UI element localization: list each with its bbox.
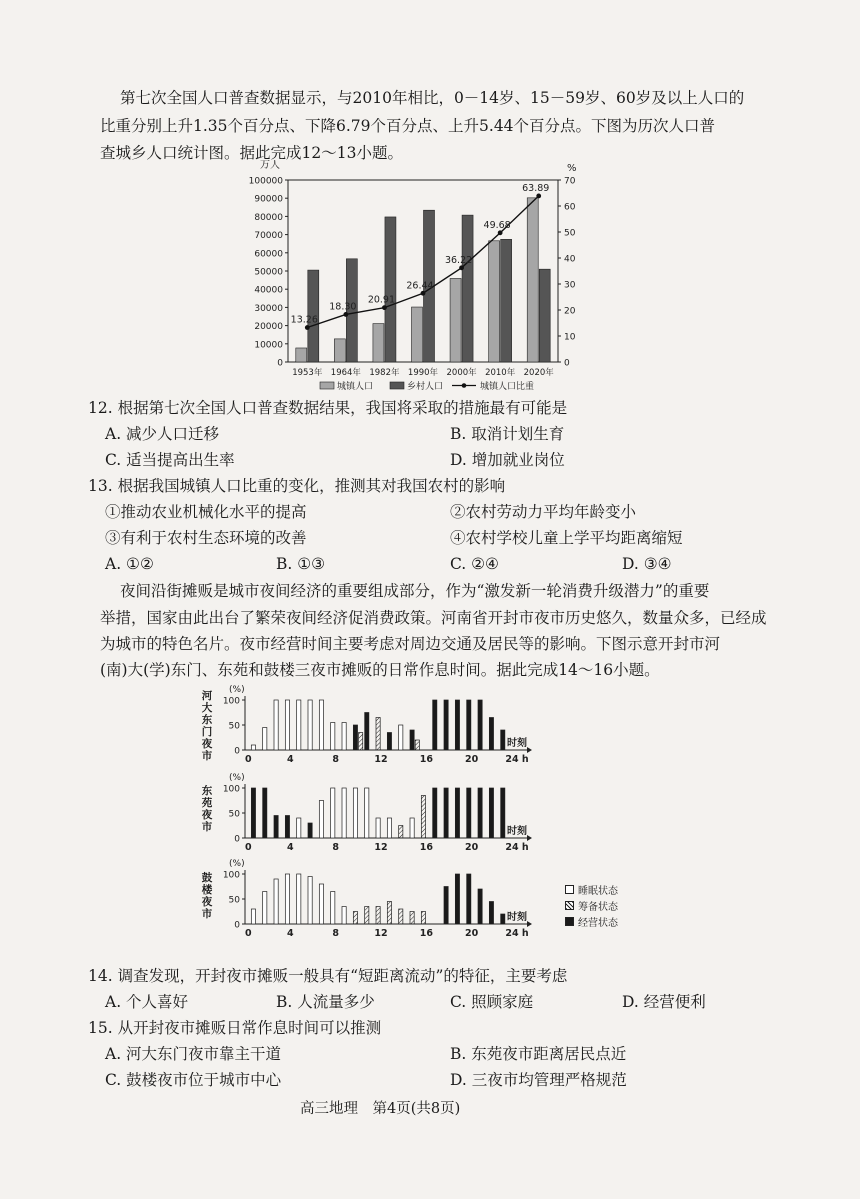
operating-bar (489, 788, 493, 838)
sleep-bar (331, 892, 335, 925)
sleep-bar (365, 788, 369, 838)
legend-urban-swatch (320, 382, 334, 389)
left-tick-label: 40000 (254, 285, 283, 296)
y-tick-label: 100 (222, 784, 240, 795)
operating-bar (489, 718, 493, 751)
rural-bar (462, 215, 473, 362)
sleep-state-swatch (565, 885, 574, 894)
page-footer: 高三地理 第4页(共8页) (300, 1101, 461, 1117)
rural-bar (539, 269, 550, 362)
schedule-legend (565, 881, 618, 929)
x-tick-label: 4 (287, 842, 294, 853)
x-tick-label: 24 h (505, 754, 529, 765)
x-tick-label: 1990年 (407, 368, 439, 378)
q15-option-a[interactable]: A. 河大东门夜市靠主干道 (105, 1045, 282, 1063)
sleep-bar (319, 801, 323, 839)
q12-option-d[interactable]: D. 增加就业岗位 (450, 451, 565, 469)
y-tick-label: 50 (228, 721, 240, 732)
intro1-line1: 第七次全国人口普查数据显示，与2010年相比，0－14岁、15－59岁、60岁及以上人口的 (120, 89, 745, 107)
panel-label-dongyuan: 东苑夜市 (201, 785, 213, 833)
operating-bar (444, 788, 448, 838)
q15-option-c[interactable]: C. 鼓楼夜市位于城市中心 (105, 1071, 282, 1089)
operating-bar (444, 700, 448, 750)
sleep-bar (251, 909, 255, 924)
q12-option-a[interactable]: A. 减少人口迁移 (105, 425, 220, 443)
y-tick-label: 50 (228, 895, 240, 906)
x-tick-label: 16 (419, 928, 433, 939)
prepare-bar (410, 912, 414, 925)
left-tick-label: 60000 (254, 249, 283, 260)
q13-option-d[interactable]: D. ③④ (622, 555, 672, 573)
x-tick-label: 1982年 (369, 368, 400, 378)
operating-bar (387, 733, 391, 751)
x-tick-label: 20 (465, 754, 479, 765)
right-tick-label: 50 (564, 228, 576, 239)
q12-option-b[interactable]: B. 取消计划生育 (450, 425, 565, 443)
sleep-bar (342, 907, 346, 925)
urban-bar (527, 198, 538, 362)
sleep-bar (263, 728, 267, 751)
sleep-bar (263, 892, 267, 925)
sleep-bar (331, 723, 335, 751)
sleep-bar (399, 725, 403, 750)
prepare-bar (421, 912, 425, 925)
sleep-bar (251, 745, 255, 750)
q15-option-b[interactable]: B. 东苑夜市距离居民点近 (450, 1045, 627, 1063)
urban-ratio-label: 49.68 (483, 219, 511, 231)
y-tick-label: 0 (234, 920, 240, 931)
x-tick-label: 20 (465, 842, 479, 853)
urban-bar (296, 348, 307, 362)
left-tick-label: 70000 (254, 231, 283, 242)
prepare-bar (376, 907, 380, 925)
y-unit-label: (%) (229, 685, 245, 695)
operating-bar (251, 788, 255, 838)
right-tick-label: 10 (564, 332, 576, 343)
x-tick-label: 1953年 (292, 368, 323, 378)
q13-statement-1: ①推动农业机械化水平的提高 (105, 503, 307, 521)
urban-ratio-point (459, 265, 464, 270)
right-tick-label: 60 (564, 202, 576, 213)
x-tick-label: 8 (332, 928, 339, 939)
sleep-bar (285, 874, 289, 924)
y-tick-label: 100 (222, 870, 240, 881)
urban-ratio-point (305, 325, 310, 330)
prepare-bar (353, 912, 357, 925)
sleep-bar (285, 700, 289, 750)
q13-option-c[interactable]: C. ②④ (450, 555, 499, 573)
right-tick-label: 0 (564, 358, 570, 369)
prepare-bar (399, 826, 403, 839)
legend-rural-swatch (390, 382, 404, 389)
operating-bar (263, 788, 267, 838)
operating-bar (467, 700, 471, 750)
x-tick-label: 1964年 (330, 368, 361, 378)
x-tick-label: 0 (245, 754, 252, 765)
urban-ratio-label: 63.89 (522, 182, 550, 194)
operating-state-swatch (565, 917, 574, 926)
left-axis-unit: 万人 (260, 160, 280, 171)
y-tick-label: 50 (228, 809, 240, 820)
x-axis-title: 时刻 (507, 826, 527, 837)
intro2-line1: 夜间沿街摊贩是城市夜间经济的重要组成部分，作为“激发新一轮消费升级潜力”的重要 (120, 582, 710, 600)
q14-option-b[interactable]: B. 人流量多少 (276, 993, 375, 1011)
intro2-line4: (南)大(学)东门、东苑和鼓楼三夜市摊贩的日常作息时间。据此完成14～16小题。 (100, 661, 660, 679)
sleep-bar (331, 788, 335, 838)
rural-bar (385, 217, 396, 362)
operating-bar (274, 816, 278, 839)
left-tick-label: 90000 (254, 194, 283, 205)
operating-bar (455, 788, 459, 838)
operating-bar (455, 700, 459, 750)
panel-label-gulou: 鼓楼夜市 (201, 872, 213, 920)
urban-ratio-label: 13.26 (290, 314, 318, 326)
prepare-bar (387, 902, 391, 925)
x-tick-label: 20 (465, 928, 479, 939)
intro1-line2: 比重分别上升1.35个百分点、下降6.79个百分点、上升5.44个百分点。下图为历次人口普 (100, 117, 716, 135)
left-tick-label: 80000 (254, 212, 283, 223)
prepare-bar (376, 718, 380, 751)
intro2-line2: 举措，国家由此出台了繁荣夜间经济促消费政策。河南省开封市夜市历史悠久，数量众多，已经成 (100, 609, 767, 627)
operating-bar (501, 914, 505, 924)
x-axis-title: 时刻 (507, 912, 527, 923)
x-tick-label: 4 (287, 754, 294, 765)
q14-stem: 14. 调查发现，开封夜市摊贩一般具有“短距离流动”的特征，主要考虑 (88, 967, 568, 985)
prepare-state-swatch (565, 901, 574, 910)
sleep-bar (297, 818, 301, 838)
q13-stem: 13. 根据我国城镇人口比重的变化，推测其对我国农村的影响 (88, 477, 506, 495)
sleep-bar (342, 723, 346, 751)
urban-ratio-label: 36.22 (444, 254, 473, 266)
left-tick-label: 100000 (248, 176, 283, 187)
urban-ratio-label: 20.91 (367, 294, 396, 306)
legend-rural-label: 乡村人口 (407, 382, 444, 392)
legend-line-label: 城镇人口比重 (480, 382, 535, 392)
urban-bar (373, 324, 384, 362)
urban-ratio-point (498, 230, 503, 235)
sleep-bar (410, 818, 414, 838)
x-tick-label: 0 (245, 842, 252, 853)
x-tick-label: 12 (374, 928, 388, 939)
rural-bar (501, 239, 512, 362)
x-tick-label: 0 (245, 928, 252, 939)
q13-option-b[interactable]: B. ①③ (276, 555, 326, 573)
q14-option-d[interactable]: D. 经营便利 (622, 993, 706, 1011)
operating-bar (365, 713, 369, 751)
urban-ratio-label: 18.30 (329, 301, 357, 313)
left-tick-label: 50000 (254, 267, 283, 278)
legend-urban-label: 城镇人口 (337, 382, 374, 392)
operating-bar (353, 725, 357, 750)
pop-plot-frame (288, 180, 558, 362)
prepare-state-label: 筹备状态 (578, 901, 618, 913)
operating-bar (478, 700, 482, 750)
x-axis-title: 时刻 (507, 738, 527, 749)
sleep-bar (353, 788, 357, 838)
x-axis-arrow (527, 921, 532, 927)
x-tick-label: 16 (419, 754, 433, 765)
right-tick-label: 30 (564, 280, 576, 291)
q13-statement-3: ③有利于农村生态环境的改善 (105, 529, 307, 547)
sleep-bar (319, 884, 323, 924)
population-chart (220, 160, 600, 395)
y-unit-label: (%) (229, 859, 245, 869)
operating-bar (478, 788, 482, 838)
urban-bar (489, 241, 500, 362)
operating-bar (467, 788, 471, 838)
operating-bar (478, 889, 482, 924)
urban-ratio-point (382, 305, 387, 310)
sleep-bar (297, 700, 301, 750)
operating-bar (285, 816, 289, 839)
urban-bar (334, 339, 345, 362)
right-axis-unit: % (567, 163, 577, 174)
q15-stem: 15. 从开封夜市摊贩日常作息时间可以推测 (88, 1019, 382, 1037)
left-tick-label: 10000 (254, 340, 283, 351)
prepare-bar (399, 909, 403, 924)
x-tick-label: 12 (374, 842, 388, 853)
q12-option-c[interactable]: C. 适当提高出生率 (105, 451, 235, 469)
sleep-bar (308, 877, 312, 925)
operating-state-label: 经营状态 (578, 917, 618, 929)
x-tick-label: 8 (332, 754, 339, 765)
q13-option-a[interactable]: A. ①② (105, 555, 154, 573)
prepare-bar (365, 907, 369, 925)
urban-ratio-label: 26.44 (406, 280, 434, 292)
x-tick-label: 2010年 (485, 368, 516, 378)
urban-bar (450, 278, 461, 362)
x-axis-arrow (527, 747, 532, 753)
left-tick-label: 20000 (254, 322, 283, 333)
legend-line-marker (462, 383, 467, 388)
operating-bar (489, 902, 493, 925)
prepare-bar (421, 796, 425, 839)
sleep-bar (274, 879, 278, 924)
sleep-bar (376, 818, 380, 838)
urban-ratio-point (343, 312, 348, 317)
prepare-bar (359, 733, 363, 751)
urban-bar (412, 307, 423, 362)
q13-statement-4: ④农村学校儿童上学平均距离缩短 (450, 529, 683, 547)
sleep-bar (297, 874, 301, 924)
intro2-line3: 为城市的特色名片。夜市经营时间主要考虑对周边交通及居民等的影响。下图示意开封市河 (100, 635, 721, 653)
operating-bar (455, 874, 459, 924)
urban-ratio-point (536, 193, 541, 198)
operating-bar (433, 700, 437, 750)
x-tick-label: 24 h (505, 842, 529, 853)
operating-bar (501, 730, 505, 750)
x-axis-arrow (527, 835, 532, 841)
x-tick-label: 2020年 (523, 368, 554, 378)
x-tick-label: 2000年 (446, 368, 477, 378)
q13-statement-2: ②农村劳动力平均年龄变小 (450, 503, 637, 521)
sleep-bar (274, 700, 278, 750)
x-tick-label: 16 (419, 842, 433, 853)
y-tick-label: 0 (234, 746, 240, 757)
left-tick-label: 30000 (254, 303, 283, 314)
sleep-bar (387, 818, 391, 838)
x-tick-label: 8 (332, 842, 339, 853)
right-tick-label: 70 (564, 176, 576, 187)
prepare-bar (415, 740, 419, 750)
operating-bar (410, 730, 414, 750)
night-market-chart (215, 678, 555, 940)
right-tick-label: 40 (564, 254, 576, 265)
y-unit-label: (%) (229, 773, 245, 783)
sleep-bar (342, 788, 346, 838)
urban-ratio-point (421, 291, 426, 296)
operating-bar (444, 887, 448, 925)
sleep-bar (308, 700, 312, 750)
q14-option-a[interactable]: A. 个人喜好 (105, 993, 189, 1011)
sleep-state-label: 睡眠状态 (578, 885, 618, 897)
operating-bar (467, 874, 471, 924)
operating-bar (501, 788, 505, 838)
x-tick-label: 12 (374, 754, 388, 765)
q14-option-c[interactable]: C. 照顾家庭 (450, 993, 534, 1011)
right-tick-label: 20 (564, 306, 576, 317)
q12-stem: 12. 根据第七次全国人口普查数据结果，我国将采取的措施最有可能是 (88, 399, 568, 417)
x-tick-label: 24 h (505, 928, 529, 939)
panel-label-hedadongmen: 河大东门夜市 (201, 690, 213, 762)
left-tick-label: 0 (277, 358, 283, 369)
q15-option-d[interactable]: D. 三夜市均管理严格规范 (450, 1071, 627, 1089)
y-tick-label: 0 (234, 834, 240, 845)
operating-bar (308, 823, 312, 838)
sleep-bar (319, 700, 323, 750)
y-tick-label: 100 (222, 696, 240, 707)
x-tick-label: 4 (287, 928, 294, 939)
operating-bar (433, 788, 437, 838)
intro1-line3: 查城乡人口统计图。据此完成12～13小题。 (100, 144, 403, 162)
